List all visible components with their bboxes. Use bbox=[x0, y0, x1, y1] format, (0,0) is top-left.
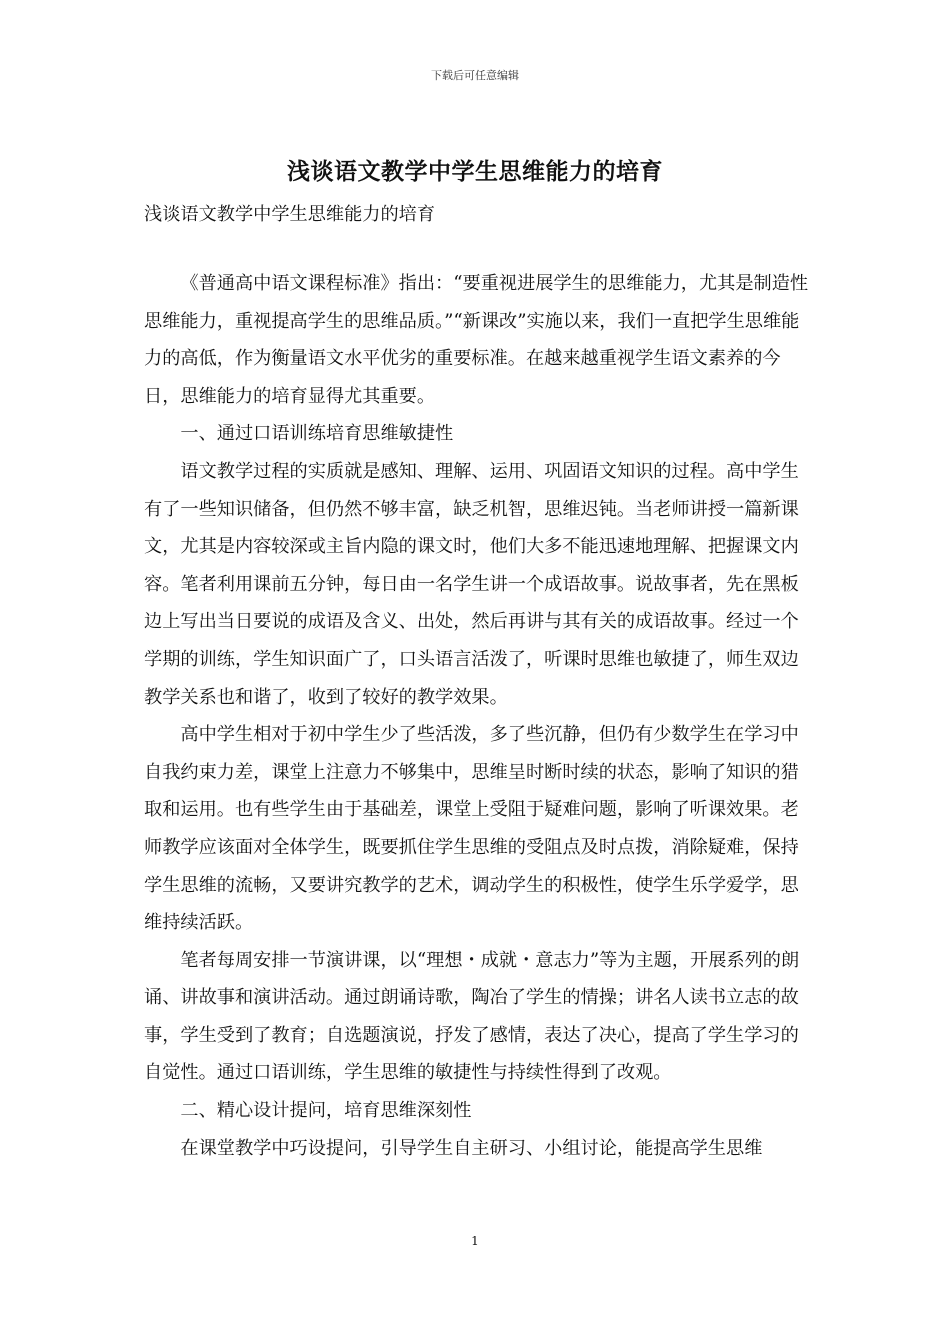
section-heading-2: 二、精心设计提问，培育思维深刻性 bbox=[180, 1100, 472, 1122]
document-title: 浅谈语文教学中学生思维能力的培育 bbox=[287, 158, 663, 185]
paragraph-intro: 《普通高中语文课程标准》指出：“要重视进展学生的思维能力，尤其是制造性思维能力，重视提高学生的思维品质。”“新课改”实施以来，我们一直把学生思维能力的高低，作为衡量语文水平优劣的重要标准。在越来越重视学生语文素养的今日，思维能力的培育显得尤其重要。 bbox=[144, 273, 809, 407]
page-number: 1 bbox=[471, 1234, 479, 1248]
section-heading-1: 一、通过口语训练培育思维敏捷性 bbox=[180, 423, 454, 445]
document-body bbox=[144, 265, 816, 1167]
paragraph: 语文教学过程的实质就是感知、理解、运用、巩固语文知识的过程。高中学生有了一些知识储备，但仍然不够丰富，缺乏机智，思维迟钝。当老师讲授一篇新课文，尤其是内容较深或主旨内隐的课文时，他们大多不能迅速地理解、把握课文内容。笔者利用课前五分钟，每日由一名学生讲一个成语故事。说故事者，先在黑板边上写出当日要说的成语及含义、出处，然后再讲与其有关的成语故事。经过一个学期的训练，学生知识面广了，口头语言活泼了，听课时思维也敏捷了，师生双边教学关系也和谐了，收到了较好的教学效果。 bbox=[144, 460, 799, 708]
document-subtitle: 浅谈语文教学中学生思维能力的培育 bbox=[144, 204, 436, 225]
paragraph: 笔者每周安排一节演讲课，以“理想・成就・意志力”等为主题，开展系列的朗诵、讲故事和演讲活动。通过朗诵诗歌，陶冶了学生的情操；讲名人读书立志的故事，学生受到了教育；自选题演说，抒发了感情，表达了决心，提高了学生学习的自觉性。通过口语训练，学生思维的敏捷性与持续性得到了改观。 bbox=[144, 949, 800, 1084]
header-note: 下载后可任意编辑 bbox=[431, 69, 519, 82]
paragraph: 在课堂教学中巧设提问，引导学生自主研习、小组讨论，能提高学生思维 bbox=[180, 1137, 763, 1159]
paragraph: 高中学生相对于初中学生少了些活泼，多了些沉静，但仍有少数学生在学习中自我约束力差，课堂上注意力不够集中，思维呈时断时续的状态，影响了知识的猎取和运用。也有些学生由于基础差，课堂上受阻于疑难问题，影响了听课效果。老师教学应该面对全体学生，既要抓住学生思维的受阻点及时点拨，消除疑难，保持学生思维的流畅，又要讲究教学的艺术，调动学生的积极性，使学生乐学爱学，思维持续活跃。 bbox=[144, 724, 799, 934]
